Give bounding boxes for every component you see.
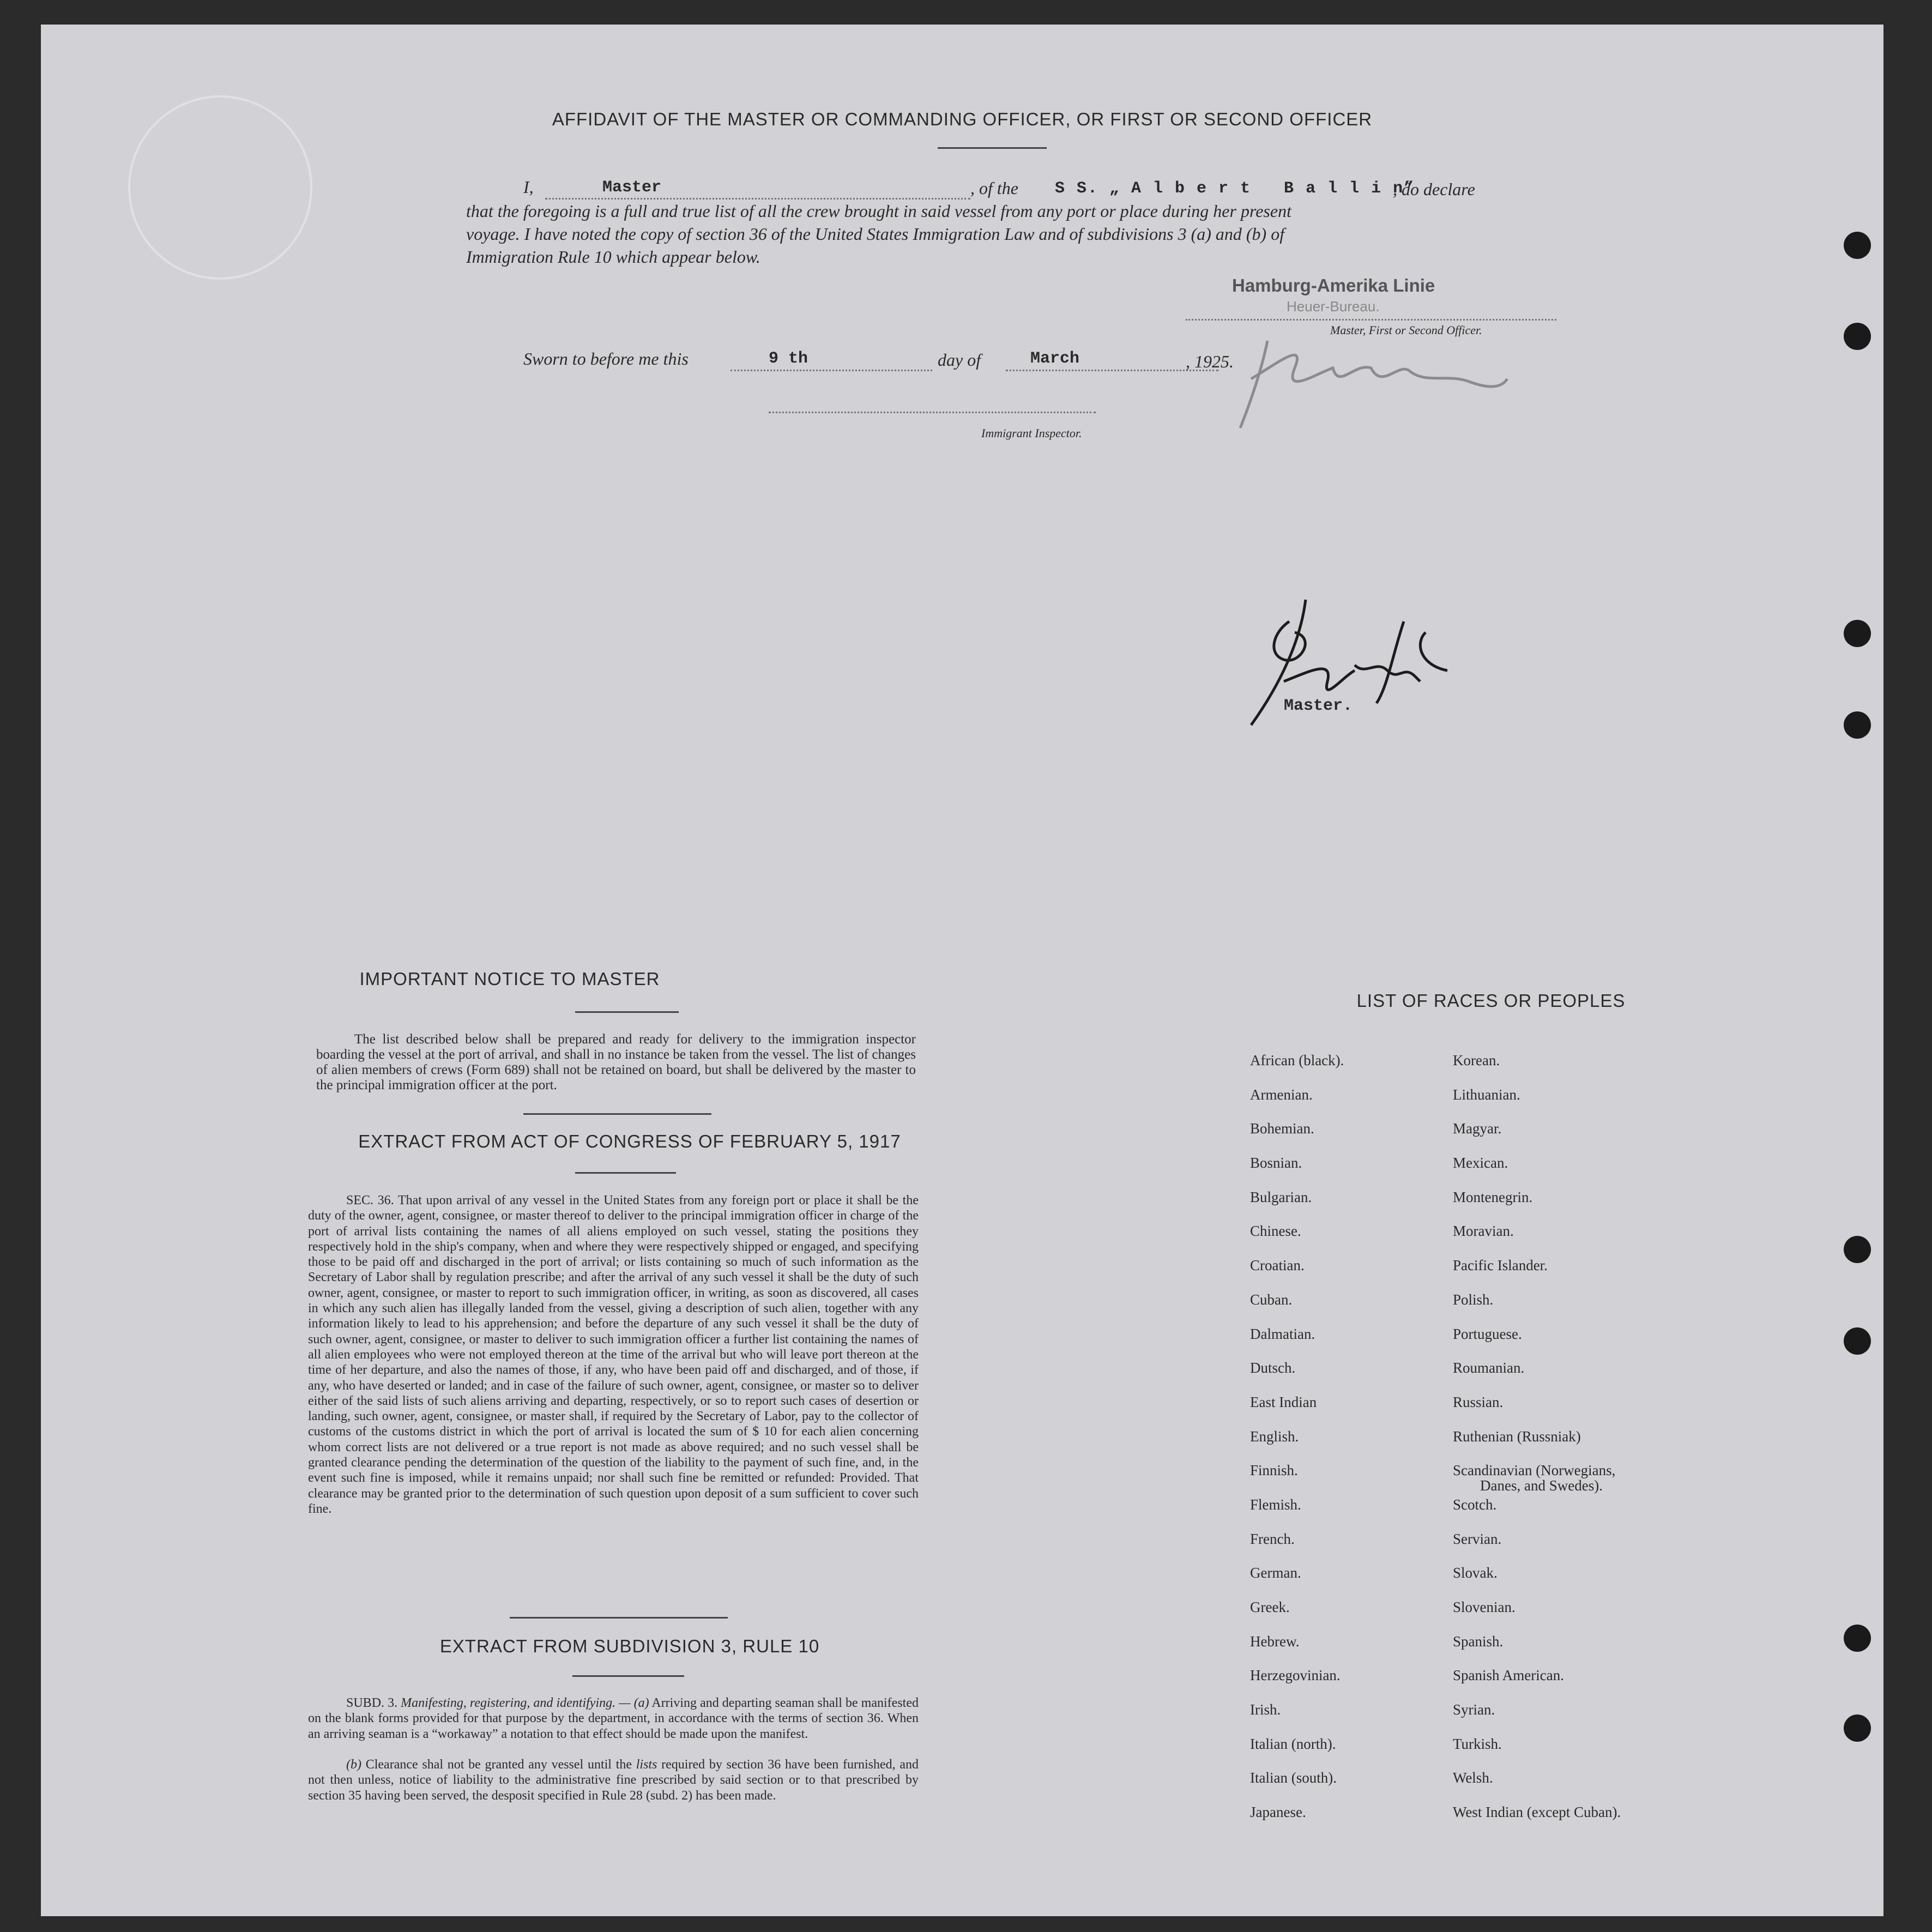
race-item: Scotch. [1453, 1496, 1497, 1513]
race-item: Armenian. [1250, 1086, 1313, 1103]
punch-hole [1844, 1236, 1871, 1263]
of-the-label: , of the [970, 178, 1018, 198]
race-item: Scandinavian (Norwegians, Danes, and Swedes). [1453, 1462, 1616, 1494]
race-item: Polish. [1453, 1291, 1494, 1308]
title-divider [938, 147, 1047, 149]
race-item: Flemish. [1250, 1496, 1301, 1513]
race-item: Finnish. [1250, 1462, 1298, 1479]
race-item: Slovenian. [1453, 1599, 1516, 1615]
subd-a-body: Arriving and departing seaman shall be manifested on the blank forms provided for that purpose by the department, in accordance with the terms of section 36. When an arriving seaman is a “workaway” a notation to that effect should be made upon the manifest. [308, 1696, 919, 1741]
punch-hole [1844, 323, 1871, 350]
inspector-signature-line [769, 412, 1096, 413]
declare-label: , do declare [1393, 179, 1475, 199]
race-item: Italian (south). [1250, 1770, 1337, 1786]
subd-b-text-end: required by section 36 have been furnished, and not then unless, notice of liability to the administrative fine prescribed by said section or to that prescribed by section 35 having been served, the desposit specified in Rule 28 (subd. 2) has been made. [308, 1758, 919, 1803]
subd-heading: Manifesting, registering, and identifying. — (a) [401, 1696, 649, 1710]
races-left-column [1250, 1052, 1344, 1838]
rule-paragraph-b [308, 1757, 919, 1803]
race-item: Magyar. [1453, 1120, 1502, 1137]
race-item: Spanish. [1453, 1633, 1504, 1650]
race-item: Roumanian. [1453, 1360, 1525, 1376]
master-label: Master. [1284, 697, 1353, 715]
race-item: Syrian. [1453, 1701, 1495, 1718]
race-item: Bohemian. [1250, 1120, 1314, 1137]
race-item: Dalmatian. [1250, 1325, 1315, 1342]
i-label: I, [523, 177, 534, 197]
section-divider [510, 1617, 728, 1619]
race-item: German. [1250, 1565, 1301, 1581]
race-item: Ruthenian (Russniak) [1453, 1428, 1581, 1445]
race-item-continuation: Danes, and Swedes). [1480, 1477, 1603, 1494]
race-item: Japanese. [1250, 1804, 1306, 1821]
subd-label: SUBD. 3. [346, 1696, 398, 1710]
officer-caption: Master, First or Second Officer. [1330, 323, 1482, 337]
race-item: Montenegrin. [1453, 1188, 1533, 1205]
vessel-name-fill: S S. „ A l b e r t B a l l i n” [1055, 179, 1415, 198]
race-item: Mexican. [1453, 1155, 1508, 1172]
affidavit-title: AFFIDAVIT OF THE MASTER OR COMMANDING OFFICER, OR FIRST OR SECOND OFFICER [552, 109, 1373, 129]
race-item: Portuguese. [1453, 1325, 1522, 1342]
race-item: Hebrew. [1250, 1633, 1300, 1650]
race-item: French. [1250, 1530, 1295, 1547]
affidavit-line-3: voyage. I have noted the copy of section 36 of the United States Immigration Law and of subdivisions 3 (a) and (b) of [466, 224, 1285, 244]
officer-signature [1229, 308, 1535, 439]
races-title: LIST OF RACES OR PEOPLES [1356, 991, 1626, 1011]
race-item: East Indian [1250, 1393, 1317, 1410]
subd-b-lists: lists [636, 1758, 657, 1772]
affidavit-line-4: Immigration Rule 10 which appear below. [466, 247, 760, 267]
name-fill-line [545, 198, 970, 200]
race-item: Cuban. [1250, 1291, 1293, 1308]
section-divider [523, 1113, 711, 1115]
subd-b-label: (b) [346, 1758, 361, 1772]
race-item: Bosnian. [1250, 1155, 1302, 1172]
sworn-label: Sworn to before me this [523, 349, 689, 369]
race-item: Welsh. [1453, 1770, 1493, 1786]
day-fill-line [730, 370, 932, 371]
punch-hole [1844, 620, 1871, 647]
punch-hole [1844, 711, 1871, 739]
act-title: EXTRACT FROM ACT OF CONGRESS OF FEBRUARY 5, 1917 [358, 1131, 901, 1151]
name-fill: Master [602, 178, 662, 197]
year-label: , 1925. [1186, 352, 1234, 371]
race-item: English. [1250, 1428, 1299, 1445]
affidavit-line-2: that the foregoing is a full and true list of all the crew brought in said vessel from any port or place during her present [466, 201, 1291, 221]
race-item: Servian. [1453, 1530, 1502, 1547]
punch-hole [1844, 1625, 1871, 1652]
race-item: Spanish American. [1453, 1667, 1564, 1684]
race-item: Turkish. [1453, 1735, 1502, 1752]
notice-divider [575, 1011, 679, 1013]
day-of-label: day of [938, 350, 981, 370]
race-item: Herzegovinian. [1250, 1667, 1341, 1684]
month-fill: March [1030, 349, 1080, 368]
rule-title: EXTRACT FROM SUBDIVISION 3, RULE 10 [439, 1636, 820, 1656]
subd-b-text: Clearance shal not be granted any vessel until the [365, 1758, 632, 1772]
act-divider [575, 1172, 676, 1174]
act-section-36-body: SEC. 36. That upon arrival of any vessel in the United States from any foreign port or place it shall be the duty of the owner, agent, consignee, or master thereof to deliver to the principal immigration officer in charge of the port of arrival lists containing the names of all aliens employed on such vessel, stating the positions they respectively hold in the ship's company, when and where they were respectively shipped or engaged, and specifying those to be paid off and discharged in the port of arrival; or lists containing so much of such information as the Secretary of Labor shall by regulation prescribe; and after the arrival of any such vessel it shall be the duty of such owner, agent, consignee, or master to report to such immigration officer, in writing, as soon as discovered, all cases in which any such alien has illegally landed from the vessel, giving a description of such alien, together with any information likely to lead to his apprehension; and before the departure of any such vessel it shall be the duty of such owner, agent, consignee, or master to deliver to such immigration officer a further list containing the names of all alien employees who were not employed thereon at the time of the arrival but who will leave port thereon at the time of her departure, and also the names of those, if any, who have been paid off and discharged, and of those, if any, who have deserted or landed; and in case of the failure of such owner, agent, consignee, or master so to deliver either of the said lists of such aliens arriving and departing, respectively, or so to report such cases of desertion or landing, such owner, agent, consignee, or master shall, if required by the Secretary of Labor, pay to the collector of customs of the customs district in which the port of arrival is located the sum of $ 10 for each alien concerning whom correct lists are not delivered or a true report is not made as above required; and no such vessel shall be granted clearance pending the determination of the question of the liability to the payment of such fine, and, in the event such fine is imposed, while it remains unpaid; nor shall such fine be remitted or refunded: Provided. That clearance may be granted prior to the determination of such question upon deposit of a sum sufficient to cover such fine. [308, 1193, 919, 1516]
race-item: Pacific Islander. [1453, 1257, 1548, 1274]
race-item: African (black). [1250, 1052, 1344, 1068]
notice-title: IMPORTANT NOTICE TO MASTER [359, 969, 660, 989]
races-right-column [1453, 1052, 1621, 1838]
rule-divider [572, 1675, 684, 1677]
race-item: Italian (north). [1250, 1735, 1336, 1752]
race-item: Korean. [1453, 1052, 1500, 1068]
inspector-caption: Immigrant Inspector. [981, 426, 1082, 440]
document-page [41, 25, 1883, 1916]
notice-body: The list described below shall be prepared and ready for delivery to the immigration inspector boarding the vessel at the port of arrival, and shall in no instance be taken from the vessel. The list of changes of alien members of crews (Form 689) shall not be retained on board, but shall be delivered by the master to the principal immigration officer at the port. [316, 1032, 916, 1092]
day-fill: 9 th [769, 349, 808, 368]
race-item: Lithuanian. [1453, 1086, 1520, 1103]
company-stamp-line-2: Heuer-Bureau. [1287, 298, 1380, 315]
race-item: Irish. [1250, 1701, 1281, 1718]
race-item: Slovak. [1453, 1565, 1498, 1581]
race-item: Greek. [1250, 1599, 1290, 1615]
master-signature [1240, 589, 1480, 730]
company-stamp-line-1: Hamburg-Amerika Linie [1232, 275, 1435, 295]
race-item: Bulgarian. [1250, 1188, 1312, 1205]
race-item: Dutsch. [1250, 1360, 1296, 1376]
punch-hole [1844, 1327, 1871, 1355]
race-item: West Indian (except Cuban). [1453, 1804, 1621, 1821]
race-item: Croatian. [1250, 1257, 1305, 1274]
race-item: Russian. [1453, 1393, 1504, 1410]
race-item: Moravian. [1453, 1223, 1514, 1240]
race-item: Chinese. [1250, 1223, 1301, 1240]
punch-hole [1844, 232, 1871, 259]
rule-paragraph-a [308, 1695, 919, 1742]
punch-hole [1844, 1714, 1871, 1742]
